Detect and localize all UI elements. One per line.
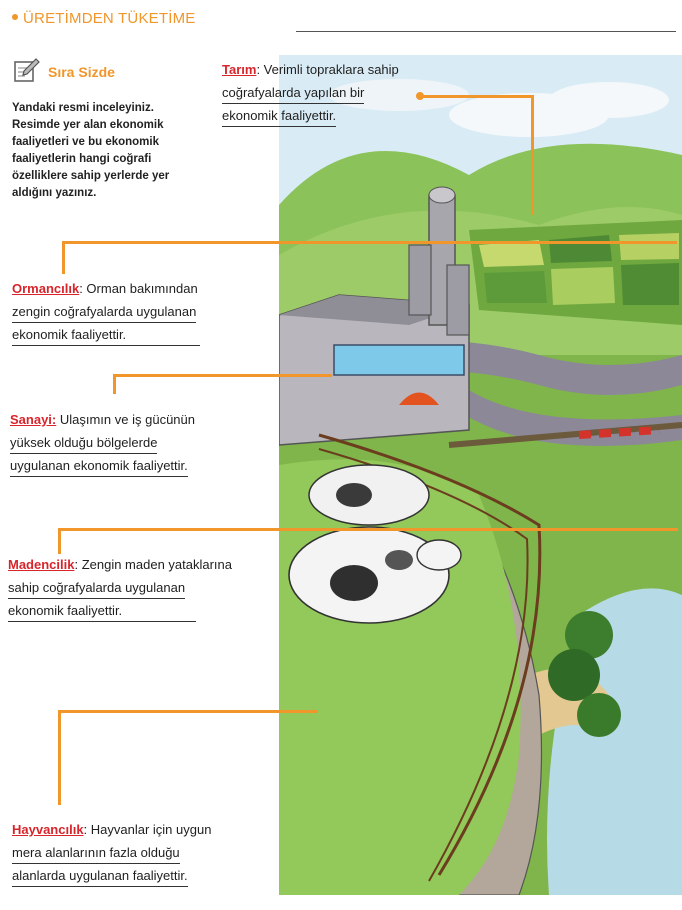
tarim-line1: : Verimli topraklara sahip [256,62,399,77]
tarim-line3: ekonomik faaliyettir. [222,106,336,127]
madencilik-connector-line [58,528,678,531]
madencilik-line3: ekonomik faaliyettir. [8,601,196,622]
ormancilik-connector-line [62,241,677,244]
hayvancilik-line1: : Hayvanlar için uygun [83,822,212,837]
tarim-label [222,58,399,127]
section-header [12,10,196,27]
tarim-connector-line [531,95,534,215]
hayvancilik-connector-line [58,710,318,713]
madencilik-line1: : Zengin maden yataklarına [74,557,233,572]
sanayi-term: Sanayi: [10,412,57,427]
ormancilik-term: Ormancılık [12,281,80,296]
tarim-term: Tarım [222,62,257,77]
section-title: ÜRETİMDEN TÜKETİME [23,10,196,27]
header-rule [296,31,676,32]
activity-title: Sıra Sizde [48,64,115,80]
economic-activities-illustration [279,55,682,895]
ormancilik-connector-line [62,241,65,274]
tarim-connector-line [420,95,533,98]
hayvancilik-label [12,818,211,887]
hayvancilik-connector-line [58,710,61,805]
sanayi-line2: yüksek olduğu bölgelerde [10,433,157,454]
madencilik-line2: sahip coğrafyalarda uygulanan [8,578,185,599]
ormancilik-line3: ekonomik faaliyettir. [12,325,200,346]
sanayi-line3: uygulanan ekonomik faaliyettir. [10,456,188,477]
madencilik-label [8,553,232,622]
sanayi-line1: Ulaşımın ve iş gücünün [56,412,195,427]
notepad-pencil-icon [12,56,40,84]
madencilik-term: Madencilik [8,557,75,572]
hayvancilik-line2: mera alanlarının fazla olduğu [12,843,180,864]
madencilik-connector-line [58,528,61,554]
hayvancilik-term: Hayvancılık [12,822,84,837]
ormancilik-label [12,277,200,346]
sanayi-label [10,408,195,477]
sanayi-connector-line [113,374,332,377]
hayvancilik-line3: alanlarda uygulanan faaliyettir. [12,866,188,887]
tarim-line2: coğrafyalarda yapılan bir [222,83,364,104]
bullet-dot-icon [12,14,18,20]
ormancilik-line2: zengin coğrafyalarda uygulanan [12,302,196,323]
activity-instructions: Yandaki resmi inceleyiniz. Resimde yer alan ekonomik faaliyetleri ve bu ekonomik faaliyetlerin hangi coğrafi özelliklere sahip yerlerde yer aldığını yazınız. [12,102,170,199]
ormancilik-line1: : Orman bakımından [79,281,198,296]
sanayi-connector-line [113,374,116,394]
